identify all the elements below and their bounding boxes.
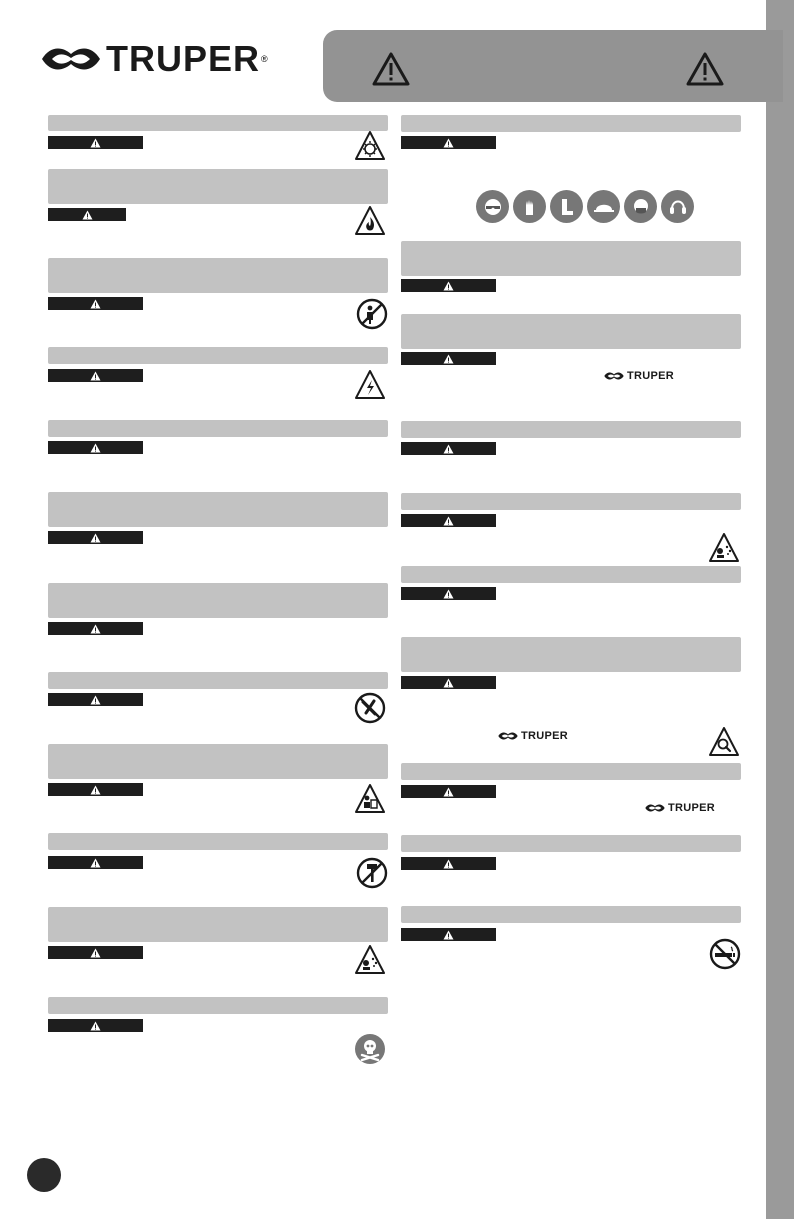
mini-brand-name: TRUPER bbox=[521, 730, 569, 742]
warning-label bbox=[401, 785, 496, 798]
ear-protection-icon bbox=[661, 190, 694, 223]
warning-triangle-icon bbox=[443, 678, 454, 688]
warning-label bbox=[401, 857, 496, 870]
mini-brand-logo bbox=[603, 370, 674, 382]
flying-debris-icon bbox=[708, 532, 740, 564]
section-header bbox=[401, 241, 741, 276]
warning-triangle-icon bbox=[90, 858, 101, 868]
section-header bbox=[48, 492, 388, 527]
mini-brand-name: TRUPER bbox=[668, 802, 716, 814]
warning-label bbox=[48, 531, 143, 544]
flammable-icon bbox=[354, 205, 386, 237]
warning-triangle-icon bbox=[443, 859, 454, 869]
gloves-icon bbox=[513, 190, 546, 223]
section-header bbox=[48, 583, 388, 618]
section-header bbox=[48, 258, 388, 293]
boots-icon bbox=[550, 190, 583, 223]
warning-label bbox=[48, 693, 143, 706]
warning-triangle-icon bbox=[90, 533, 101, 543]
electric-shock-icon bbox=[354, 369, 386, 401]
warning-triangle-icon bbox=[443, 138, 454, 148]
section-header bbox=[401, 835, 741, 852]
inspect-magnifier-icon bbox=[708, 726, 740, 758]
section-header bbox=[48, 744, 388, 779]
section-header bbox=[401, 493, 741, 510]
brand-registered: ® bbox=[261, 54, 268, 64]
sun-hazard-icon bbox=[354, 130, 386, 162]
warning-triangle-icon bbox=[90, 624, 101, 634]
section-header bbox=[48, 833, 388, 850]
warning-label bbox=[48, 208, 126, 221]
warning-triangle-icon bbox=[443, 589, 454, 599]
dust-mask-icon bbox=[624, 190, 657, 223]
section-header bbox=[48, 997, 388, 1014]
warning-triangle-icon bbox=[443, 930, 454, 940]
warning-label bbox=[401, 352, 496, 365]
section-header bbox=[48, 347, 388, 364]
warning-label bbox=[401, 928, 496, 941]
section-header bbox=[401, 637, 741, 672]
mini-brand-name: TRUPER bbox=[627, 370, 675, 382]
warning-triangle-icon bbox=[443, 516, 454, 526]
section-header bbox=[48, 907, 388, 942]
warning-label bbox=[48, 1019, 143, 1032]
warning-triangle-icon bbox=[443, 354, 454, 364]
warning-triangle-icon bbox=[90, 371, 101, 381]
warning-label bbox=[401, 514, 496, 527]
flying-debris-icon bbox=[354, 944, 386, 976]
brand-name: TRUPER bbox=[106, 38, 261, 79]
no-hammer-icon bbox=[356, 857, 388, 889]
section-header bbox=[48, 115, 388, 131]
section-header bbox=[401, 906, 741, 923]
section-header bbox=[401, 421, 741, 438]
warning-triangle-icon bbox=[90, 948, 101, 958]
warning-triangle-icon bbox=[686, 52, 724, 86]
warning-label bbox=[48, 297, 143, 310]
warning-triangle-icon bbox=[90, 138, 101, 148]
safety-glasses-icon bbox=[476, 190, 509, 223]
warning-label bbox=[401, 676, 496, 689]
warning-triangle-icon bbox=[443, 787, 454, 797]
warning-triangle-icon bbox=[90, 1021, 101, 1031]
warning-label bbox=[48, 622, 143, 635]
warning-label bbox=[48, 441, 143, 454]
warning-label bbox=[401, 442, 496, 455]
no-smoking-icon bbox=[709, 938, 741, 970]
warning-triangle-icon bbox=[443, 281, 454, 291]
section-header bbox=[48, 169, 388, 204]
warning-label bbox=[401, 136, 496, 149]
mini-brand-logo bbox=[497, 730, 568, 742]
brand-logo bbox=[40, 38, 268, 80]
warning-triangle-icon bbox=[82, 210, 93, 220]
section-header bbox=[48, 672, 388, 689]
warning-triangle-icon bbox=[372, 52, 410, 86]
read-manual-icon bbox=[354, 783, 386, 815]
warning-triangle-icon bbox=[90, 695, 101, 705]
warning-label bbox=[48, 856, 143, 869]
section-header bbox=[401, 566, 741, 583]
warning-label bbox=[48, 136, 143, 149]
warning-triangle-icon bbox=[90, 443, 101, 453]
section-header bbox=[401, 763, 741, 780]
page-number-badge bbox=[27, 1158, 61, 1192]
warning-label bbox=[48, 946, 143, 959]
keep-children-away-icon bbox=[356, 298, 388, 330]
warning-label bbox=[48, 783, 143, 796]
warning-label bbox=[401, 587, 496, 600]
truper-mark-icon bbox=[603, 371, 625, 381]
toxic-skull-icon bbox=[354, 1033, 386, 1065]
ppe-icon-row bbox=[476, 190, 694, 223]
warning-triangle-icon bbox=[90, 785, 101, 795]
mini-brand-logo bbox=[644, 802, 715, 814]
section-header bbox=[401, 314, 741, 349]
section-header bbox=[401, 115, 741, 132]
hard-hat-icon bbox=[587, 190, 620, 223]
section-header bbox=[48, 420, 388, 437]
warning-triangle-icon bbox=[443, 444, 454, 454]
side-strip bbox=[766, 0, 794, 1219]
truper-mark-icon bbox=[644, 803, 666, 813]
warning-triangle-icon bbox=[90, 299, 101, 309]
no-tool-use-icon bbox=[354, 692, 386, 724]
truper-mark-icon bbox=[497, 731, 519, 741]
warning-label bbox=[401, 279, 496, 292]
truper-mark-icon bbox=[40, 44, 102, 74]
warning-label bbox=[48, 369, 143, 382]
